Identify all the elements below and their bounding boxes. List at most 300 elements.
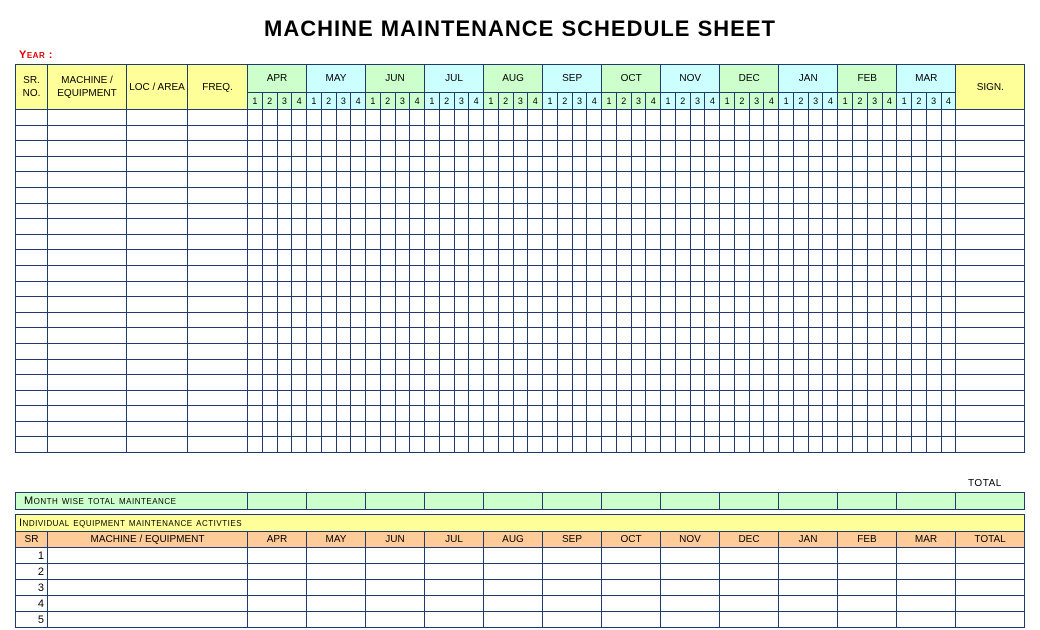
schedule-cell[interactable]: [498, 390, 513, 406]
individual-machine-cell[interactable]: [48, 612, 248, 628]
schedule-cell[interactable]: [277, 187, 292, 203]
schedule-cell[interactable]: [425, 156, 440, 172]
individual-month-cell[interactable]: [484, 548, 543, 564]
schedule-cell[interactable]: [498, 406, 513, 422]
schedule-cell[interactable]: [528, 172, 543, 188]
schedule-cell[interactable]: [838, 250, 853, 266]
schedule-cell[interactable]: [690, 297, 705, 313]
schedule-cell[interactable]: [528, 312, 543, 328]
schedule-cell[interactable]: [956, 110, 1025, 126]
schedule-cell[interactable]: [484, 203, 499, 219]
schedule-cell[interactable]: [749, 156, 764, 172]
schedule-cell[interactable]: [734, 406, 749, 422]
individual-total-cell[interactable]: [956, 548, 1025, 564]
schedule-cell[interactable]: [528, 390, 543, 406]
schedule-cell[interactable]: [557, 421, 572, 437]
schedule-cell[interactable]: [956, 156, 1025, 172]
schedule-cell[interactable]: [941, 343, 956, 359]
schedule-cell[interactable]: [454, 406, 469, 422]
individual-month-cell[interactable]: [838, 548, 897, 564]
schedule-cell[interactable]: [912, 250, 927, 266]
schedule-cell[interactable]: [749, 437, 764, 453]
individual-month-cell[interactable]: [366, 596, 425, 612]
schedule-cell[interactable]: [661, 390, 676, 406]
schedule-cell[interactable]: [749, 265, 764, 281]
schedule-cell[interactable]: [793, 141, 808, 157]
schedule-cell[interactable]: [16, 421, 48, 437]
individual-month-cell[interactable]: [661, 548, 720, 564]
schedule-cell[interactable]: [248, 406, 263, 422]
schedule-cell[interactable]: [956, 359, 1025, 375]
schedule-cell[interactable]: [484, 343, 499, 359]
schedule-cell[interactable]: [454, 203, 469, 219]
schedule-cell[interactable]: [779, 375, 794, 391]
schedule-cell[interactable]: [410, 281, 425, 297]
schedule-cell[interactable]: [513, 250, 528, 266]
schedule-cell[interactable]: [838, 203, 853, 219]
schedule-cell[interactable]: [675, 312, 690, 328]
schedule-cell[interactable]: [528, 156, 543, 172]
schedule-cell[interactable]: [882, 234, 897, 250]
schedule-cell[interactable]: [661, 437, 676, 453]
schedule-cell[interactable]: [484, 250, 499, 266]
schedule-cell[interactable]: [380, 156, 395, 172]
individual-month-cell[interactable]: [484, 612, 543, 628]
schedule-cell[interactable]: [498, 156, 513, 172]
schedule-cell[interactable]: [793, 312, 808, 328]
schedule-cell[interactable]: [366, 141, 381, 157]
schedule-cell[interactable]: [926, 297, 941, 313]
schedule-cell[interactable]: [587, 250, 602, 266]
schedule-cell[interactable]: [262, 265, 277, 281]
schedule-cell[interactable]: [16, 343, 48, 359]
individual-month-cell[interactable]: [720, 596, 779, 612]
schedule-cell[interactable]: [734, 265, 749, 281]
schedule-cell[interactable]: [188, 125, 248, 141]
schedule-cell[interactable]: [616, 141, 631, 157]
individual-total-cell[interactable]: [956, 596, 1025, 612]
schedule-cell[interactable]: [262, 421, 277, 437]
individual-month-cell[interactable]: [366, 564, 425, 580]
schedule-cell[interactable]: [956, 250, 1025, 266]
schedule-cell[interactable]: [764, 203, 779, 219]
schedule-cell[interactable]: [321, 141, 336, 157]
schedule-cell[interactable]: [188, 343, 248, 359]
schedule-cell[interactable]: [882, 265, 897, 281]
schedule-cell[interactable]: [366, 187, 381, 203]
schedule-cell[interactable]: [690, 343, 705, 359]
schedule-cell[interactable]: [321, 359, 336, 375]
schedule-cell[interactable]: [410, 125, 425, 141]
schedule-cell[interactable]: [646, 125, 661, 141]
schedule-cell[interactable]: [248, 312, 263, 328]
schedule-cell[interactable]: [823, 343, 838, 359]
individual-total-cell[interactable]: [956, 612, 1025, 628]
schedule-cell[interactable]: [498, 141, 513, 157]
schedule-cell[interactable]: [793, 125, 808, 141]
schedule-cell[interactable]: [867, 437, 882, 453]
schedule-cell[interactable]: [956, 390, 1025, 406]
schedule-cell[interactable]: [690, 437, 705, 453]
schedule-cell[interactable]: [16, 281, 48, 297]
schedule-cell[interactable]: [705, 265, 720, 281]
schedule-cell[interactable]: [469, 359, 484, 375]
schedule-cell[interactable]: [631, 312, 646, 328]
schedule-cell[interactable]: [513, 328, 528, 344]
schedule-cell[interactable]: [454, 437, 469, 453]
schedule-cell[interactable]: [425, 125, 440, 141]
schedule-cell[interactable]: [912, 406, 927, 422]
schedule-cell[interactable]: [188, 250, 248, 266]
schedule-cell[interactable]: [380, 141, 395, 157]
schedule-cell[interactable]: [734, 156, 749, 172]
schedule-cell[interactable]: [292, 203, 307, 219]
schedule-cell[interactable]: [646, 250, 661, 266]
schedule-cell[interactable]: [351, 234, 366, 250]
schedule-cell[interactable]: [395, 234, 410, 250]
schedule-cell[interactable]: [127, 312, 188, 328]
schedule-cell[interactable]: [321, 343, 336, 359]
schedule-cell[interactable]: [838, 437, 853, 453]
monthwise-total-jan[interactable]: [779, 493, 838, 510]
schedule-cell[interactable]: [454, 110, 469, 126]
schedule-cell[interactable]: [351, 250, 366, 266]
schedule-cell[interactable]: [926, 359, 941, 375]
schedule-cell[interactable]: [454, 312, 469, 328]
schedule-cell[interactable]: [616, 234, 631, 250]
schedule-cell[interactable]: [351, 437, 366, 453]
schedule-cell[interactable]: [616, 343, 631, 359]
schedule-cell[interactable]: [380, 110, 395, 126]
schedule-cell[interactable]: [454, 219, 469, 235]
schedule-cell[interactable]: [690, 234, 705, 250]
schedule-cell[interactable]: [897, 187, 912, 203]
schedule-cell[interactable]: [808, 312, 823, 328]
schedule-cell[interactable]: [912, 203, 927, 219]
individual-month-cell[interactable]: [425, 548, 484, 564]
schedule-cell[interactable]: [808, 343, 823, 359]
schedule-cell[interactable]: [454, 265, 469, 281]
schedule-cell[interactable]: [808, 297, 823, 313]
schedule-cell[interactable]: [941, 421, 956, 437]
schedule-cell[interactable]: [395, 219, 410, 235]
schedule-cell[interactable]: [321, 437, 336, 453]
schedule-cell[interactable]: [661, 203, 676, 219]
schedule-cell[interactable]: [248, 359, 263, 375]
schedule-cell[interactable]: [882, 312, 897, 328]
schedule-cell[interactable]: [528, 187, 543, 203]
schedule-cell[interactable]: [823, 141, 838, 157]
schedule-cell[interactable]: [307, 156, 322, 172]
schedule-cell[interactable]: [321, 375, 336, 391]
schedule-cell[interactable]: [410, 437, 425, 453]
schedule-cell[interactable]: [793, 265, 808, 281]
schedule-cell[interactable]: [587, 312, 602, 328]
schedule-cell[interactable]: [557, 297, 572, 313]
schedule-cell[interactable]: [248, 328, 263, 344]
schedule-cell[interactable]: [336, 156, 351, 172]
schedule-cell[interactable]: [439, 172, 454, 188]
schedule-cell[interactable]: [808, 110, 823, 126]
schedule-cell[interactable]: [292, 375, 307, 391]
schedule-cell[interactable]: [262, 406, 277, 422]
schedule-cell[interactable]: [838, 281, 853, 297]
schedule-cell[interactable]: [631, 110, 646, 126]
schedule-cell[interactable]: [616, 219, 631, 235]
schedule-cell[interactable]: [484, 187, 499, 203]
individual-month-cell[interactable]: [661, 564, 720, 580]
schedule-cell[interactable]: [557, 265, 572, 281]
schedule-cell[interactable]: [292, 110, 307, 126]
individual-month-cell[interactable]: [307, 580, 366, 596]
schedule-cell[interactable]: [720, 421, 735, 437]
schedule-cell[interactable]: [897, 359, 912, 375]
schedule-cell[interactable]: [882, 172, 897, 188]
schedule-cell[interactable]: [454, 343, 469, 359]
schedule-cell[interactable]: [838, 328, 853, 344]
schedule-cell[interactable]: [307, 343, 322, 359]
schedule-cell[interactable]: [380, 390, 395, 406]
schedule-cell[interactable]: [351, 265, 366, 281]
schedule-cell[interactable]: [602, 141, 617, 157]
schedule-cell[interactable]: [127, 187, 188, 203]
schedule-cell[interactable]: [395, 141, 410, 157]
schedule-cell[interactable]: [439, 359, 454, 375]
schedule-cell[interactable]: [262, 375, 277, 391]
schedule-cell[interactable]: [321, 219, 336, 235]
schedule-cell[interactable]: [853, 156, 868, 172]
schedule-cell[interactable]: [793, 156, 808, 172]
schedule-cell[interactable]: [439, 406, 454, 422]
schedule-cell[interactable]: [262, 141, 277, 157]
schedule-cell[interactable]: [321, 250, 336, 266]
schedule-cell[interactable]: [616, 250, 631, 266]
schedule-cell[interactable]: [572, 359, 587, 375]
schedule-cell[interactable]: [779, 312, 794, 328]
schedule-cell[interactable]: [705, 406, 720, 422]
schedule-cell[interactable]: [808, 390, 823, 406]
individual-month-cell[interactable]: [779, 596, 838, 612]
schedule-cell[interactable]: [321, 421, 336, 437]
schedule-cell[interactable]: [720, 110, 735, 126]
schedule-cell[interactable]: [941, 359, 956, 375]
schedule-cell[interactable]: [793, 343, 808, 359]
individual-month-cell[interactable]: [720, 564, 779, 580]
schedule-cell[interactable]: [956, 297, 1025, 313]
schedule-cell[interactable]: [572, 421, 587, 437]
schedule-cell[interactable]: [572, 281, 587, 297]
schedule-cell[interactable]: [808, 250, 823, 266]
monthwise-total-apr[interactable]: [248, 493, 307, 510]
schedule-cell[interactable]: [749, 203, 764, 219]
schedule-cell[interactable]: [690, 281, 705, 297]
schedule-cell[interactable]: [764, 375, 779, 391]
schedule-cell[interactable]: [867, 110, 882, 126]
schedule-cell[interactable]: [587, 406, 602, 422]
schedule-cell[interactable]: [380, 203, 395, 219]
schedule-cell[interactable]: [853, 421, 868, 437]
schedule-cell[interactable]: [16, 250, 48, 266]
schedule-cell[interactable]: [572, 110, 587, 126]
schedule-cell[interactable]: [631, 297, 646, 313]
schedule-cell[interactable]: [793, 203, 808, 219]
schedule-cell[interactable]: [498, 421, 513, 437]
schedule-cell[interactable]: [705, 203, 720, 219]
schedule-cell[interactable]: [734, 328, 749, 344]
schedule-cell[interactable]: [882, 141, 897, 157]
schedule-cell[interactable]: [720, 187, 735, 203]
schedule-cell[interactable]: [749, 297, 764, 313]
schedule-cell[interactable]: [277, 390, 292, 406]
schedule-cell[interactable]: [675, 406, 690, 422]
schedule-cell[interactable]: [557, 343, 572, 359]
schedule-cell[interactable]: [779, 406, 794, 422]
schedule-cell[interactable]: [764, 390, 779, 406]
schedule-cell[interactable]: [675, 297, 690, 313]
schedule-cell[interactable]: [336, 281, 351, 297]
schedule-cell[interactable]: [587, 110, 602, 126]
individual-month-cell[interactable]: [897, 612, 956, 628]
schedule-cell[interactable]: [469, 203, 484, 219]
schedule-cell[interactable]: [823, 390, 838, 406]
schedule-cell[interactable]: [646, 265, 661, 281]
schedule-cell[interactable]: [188, 219, 248, 235]
schedule-cell[interactable]: [498, 125, 513, 141]
schedule-cell[interactable]: [425, 250, 440, 266]
schedule-cell[interactable]: [897, 297, 912, 313]
schedule-cell[interactable]: [705, 250, 720, 266]
schedule-cell[interactable]: [425, 265, 440, 281]
schedule-cell[interactable]: [587, 421, 602, 437]
schedule-cell[interactable]: [793, 219, 808, 235]
schedule-cell[interactable]: [410, 187, 425, 203]
individual-month-cell[interactable]: [425, 580, 484, 596]
schedule-cell[interactable]: [838, 219, 853, 235]
schedule-cell[interactable]: [720, 406, 735, 422]
schedule-cell[interactable]: [513, 141, 528, 157]
schedule-cell[interactable]: [602, 125, 617, 141]
schedule-cell[interactable]: [675, 265, 690, 281]
schedule-cell[interactable]: [380, 343, 395, 359]
schedule-cell[interactable]: [484, 359, 499, 375]
schedule-cell[interactable]: [705, 125, 720, 141]
schedule-cell[interactable]: [528, 437, 543, 453]
individual-month-cell[interactable]: [602, 564, 661, 580]
schedule-cell[interactable]: [188, 156, 248, 172]
schedule-cell[interactable]: [307, 250, 322, 266]
monthwise-total-aug[interactable]: [484, 493, 543, 510]
schedule-cell[interactable]: [351, 156, 366, 172]
schedule-cell[interactable]: [277, 219, 292, 235]
monthwise-total-mar[interactable]: [897, 493, 956, 510]
schedule-cell[interactable]: [321, 312, 336, 328]
individual-machine-cell[interactable]: [48, 596, 248, 612]
schedule-cell[interactable]: [779, 359, 794, 375]
monthwise-total-dec[interactable]: [720, 493, 779, 510]
schedule-cell[interactable]: [926, 250, 941, 266]
schedule-cell[interactable]: [764, 234, 779, 250]
schedule-cell[interactable]: [808, 234, 823, 250]
schedule-cell[interactable]: [127, 250, 188, 266]
schedule-cell[interactable]: [454, 141, 469, 157]
individual-month-cell[interactable]: [838, 580, 897, 596]
schedule-cell[interactable]: [366, 234, 381, 250]
schedule-cell[interactable]: [380, 234, 395, 250]
schedule-cell[interactable]: [336, 219, 351, 235]
schedule-cell[interactable]: [720, 234, 735, 250]
schedule-cell[interactable]: [661, 172, 676, 188]
schedule-cell[interactable]: [690, 110, 705, 126]
schedule-cell[interactable]: [425, 328, 440, 344]
schedule-cell[interactable]: [321, 234, 336, 250]
schedule-cell[interactable]: [661, 343, 676, 359]
schedule-cell[interactable]: [897, 406, 912, 422]
schedule-cell[interactable]: [734, 375, 749, 391]
schedule-cell[interactable]: [543, 343, 558, 359]
schedule-cell[interactable]: [469, 265, 484, 281]
schedule-cell[interactable]: [277, 312, 292, 328]
schedule-cell[interactable]: [793, 406, 808, 422]
schedule-cell[interactable]: [793, 250, 808, 266]
schedule-cell[interactable]: [838, 110, 853, 126]
schedule-cell[interactable]: [410, 375, 425, 391]
schedule-cell[interactable]: [897, 375, 912, 391]
schedule-cell[interactable]: [956, 125, 1025, 141]
individual-machine-cell[interactable]: [48, 580, 248, 596]
schedule-cell[interactable]: [307, 359, 322, 375]
schedule-cell[interactable]: [572, 312, 587, 328]
schedule-cell[interactable]: [351, 219, 366, 235]
schedule-cell[interactable]: [292, 421, 307, 437]
schedule-cell[interactable]: [528, 328, 543, 344]
schedule-cell[interactable]: [661, 312, 676, 328]
schedule-cell[interactable]: [720, 203, 735, 219]
schedule-cell[interactable]: [48, 234, 127, 250]
schedule-cell[interactable]: [616, 421, 631, 437]
schedule-cell[interactable]: [351, 390, 366, 406]
schedule-cell[interactable]: [675, 375, 690, 391]
schedule-cell[interactable]: [956, 265, 1025, 281]
schedule-cell[interactable]: [543, 375, 558, 391]
schedule-cell[interactable]: [616, 375, 631, 391]
schedule-cell[interactable]: [941, 187, 956, 203]
schedule-cell[interactable]: [528, 406, 543, 422]
schedule-cell[interactable]: [469, 156, 484, 172]
schedule-cell[interactable]: [469, 281, 484, 297]
schedule-cell[interactable]: [321, 390, 336, 406]
schedule-cell[interactable]: [248, 265, 263, 281]
schedule-cell[interactable]: [439, 156, 454, 172]
monthwise-total-may[interactable]: [307, 493, 366, 510]
individual-month-cell[interactable]: [720, 612, 779, 628]
schedule-cell[interactable]: [262, 297, 277, 313]
schedule-cell[interactable]: [498, 312, 513, 328]
schedule-cell[interactable]: [395, 265, 410, 281]
schedule-cell[interactable]: [336, 359, 351, 375]
schedule-cell[interactable]: [127, 390, 188, 406]
schedule-cell[interactable]: [749, 110, 764, 126]
schedule-cell[interactable]: [484, 437, 499, 453]
schedule-cell[interactable]: [484, 297, 499, 313]
schedule-cell[interactable]: [602, 156, 617, 172]
schedule-cell[interactable]: [395, 359, 410, 375]
schedule-cell[interactable]: [631, 250, 646, 266]
schedule-cell[interactable]: [646, 375, 661, 391]
schedule-cell[interactable]: [675, 141, 690, 157]
schedule-cell[interactable]: [779, 421, 794, 437]
schedule-cell[interactable]: [646, 234, 661, 250]
schedule-cell[interactable]: [513, 234, 528, 250]
